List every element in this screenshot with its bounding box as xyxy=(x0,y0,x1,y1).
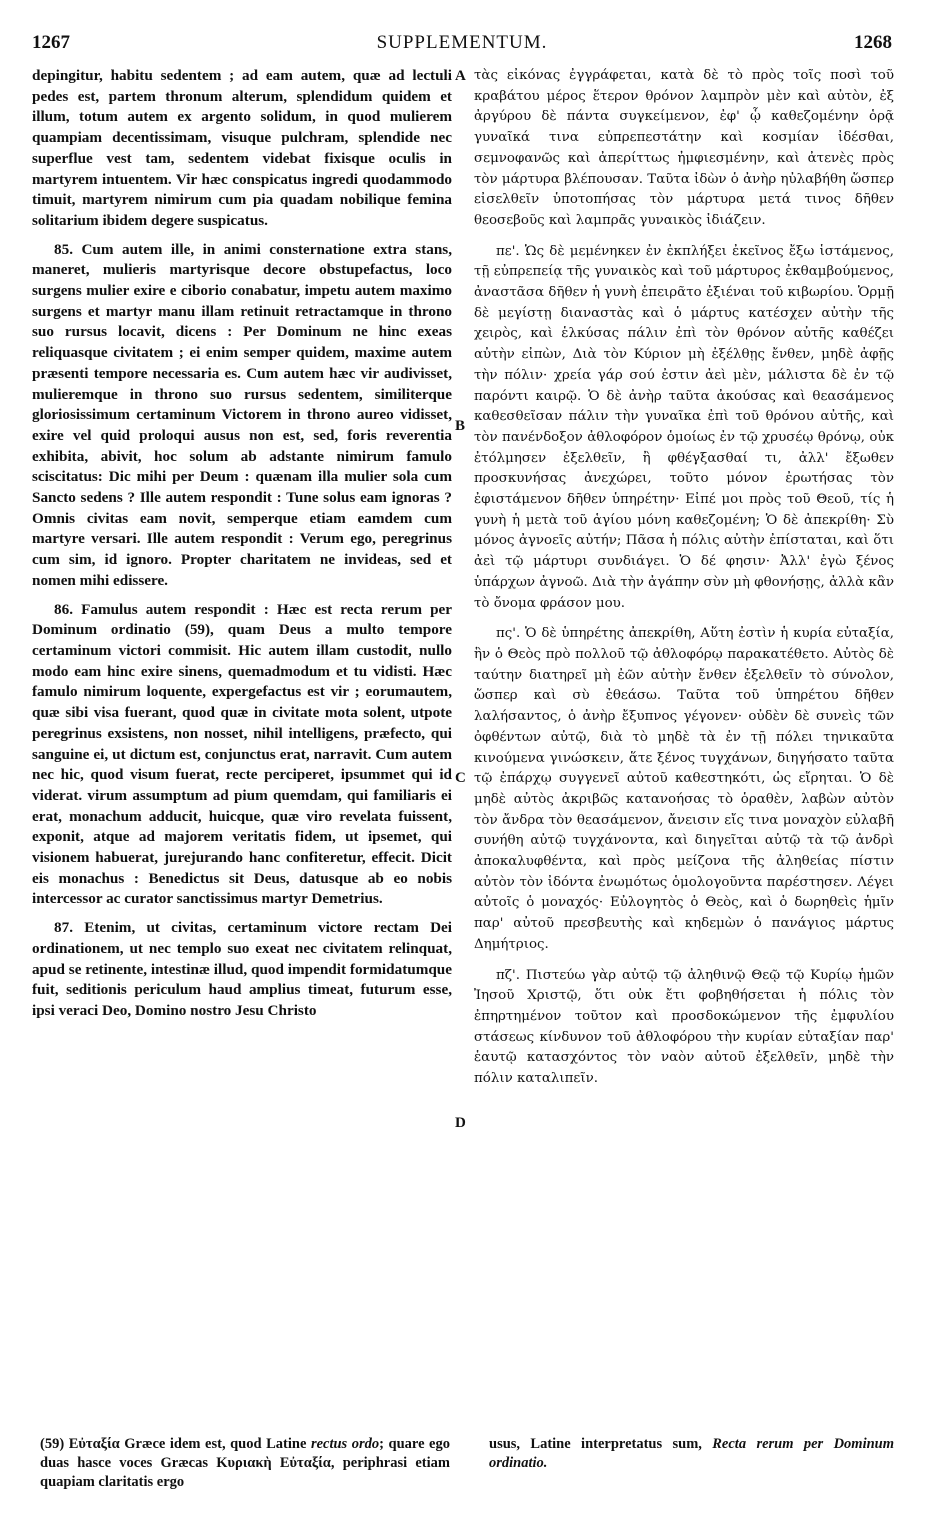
latin-column xyxy=(32,66,452,1030)
margin-marker-c: C xyxy=(455,770,466,786)
footnote-59-italic: rectus ordo xyxy=(310,1436,380,1452)
footnote-59-continued xyxy=(489,1435,894,1473)
footnote-59-text-c: ; quare ego duas hasce voces Græcas Κυριακὴ Εὐταξία, periphrasi etiam quapiam claritatis ergo xyxy=(40,1436,450,1490)
page-number-left: 1267 xyxy=(32,32,70,53)
greek-paragraph-continuation: τὰς εἰκόνας ἐγγράφεται, κατὰ δὲ τὸ πρὸς τοῖς ποσὶ τοῦ κραβάτου μέρος ἕτερον θρόνον λαμπρὸν μὲν καὶ αὐτὸν, ἐξ ἀργύρου δὲ πάντα συγκείμενον, ἐφ' ᾧ καθεζομένην ὁρᾷ γυναῖκά τινα εὐπρεπεστάτην καὶ κοσμίαν ἰδέσθαι, σεμνοφανῶς καὶ ἀπερίττως ἠμφιεσμένην, καὶ ἀτενὲς πρὸς τὸν μάρτυρα βλέπουσαν. Ταῦτα ἰδὼν ὁ ἀνὴρ ηὐλαβήθη ὥσπερ εἰσελθεῖν ὑποτοπήσας τὸν μάρτυρα μετά τινος δῆθεν θεοσεβοῦς καὶ λαμπρᾶς γυναικὸς ἰδιάζειν. xyxy=(474,68,894,228)
greek-column xyxy=(474,66,894,1100)
latin-paragraph-85: 85. Cum autem ille, in animi consternatione extra stans, maneret, mulieris martyrisque decore obstupefactus, loco surgens mulier exire e ciborio conabatur, impetu autem maximo surgens et martyr manu illam retinuit retractamque in throno suo rursus locavit, dicens : Per Dominum ne hinc exeas reliquasque civitatem ; ei enim semper quidem, maxime autem præsenti tempore necessaria es. Cum autem hæc vir audivisset, mulieremque in throno suo rursus sedentem, similiterque gloriosissimum certaminum Victorem in throno aureo vidisset, exire vel quid proloqui ausus non est, sed, foris reverentia exhibita, abivit, hoc solum ab adstante nimirum famulo sciscitatus: Dic mihi per Deum : quænam illa mulier sola cum Sancto sedens ? Ille autem respondit : Tune solus eam ignoras ? Omnis civitas eam novit, semperque etiam eamdem cum martyre versari. Ille autem respondit : Verum ego, peregrinus cum sim, id ignoro. Propter charitatem ne invideas, sed et nomen mihi edissere. xyxy=(32,240,452,589)
latin-paragraph-continuation: depingitur, habitu sedentem ; ad eam autem, quæ ad lectuli pedes est, partem thronum alterum, splendidum quidem et illum, totum autem ex argento solidum, in quod mulierem quampiam decentissimam, visuque pulchram, splendide nec superflue vest tam, sedentem videbat fixisque oculis in martyrem intuentem. Vir hæc conspicatus ingredi quodammodo timuit, martyrem nimirum cum pia quadam nobilique femina solitarium ibidem degere suspicatus. xyxy=(32,67,452,229)
greek-paragraph-87: πζ'. Πιστεύω γὰρ αὐτῷ τῷ ἀληθινῷ Θεῷ τῷ Κυρίῳ ἡμῶν Ἰησοῦ Χριστῷ, ὅτι οὐκ ἔτι φοβηθήσεται ἡ πόλις τὸν ἐπηρτημένον τοῦτον καὶ προσδοκώμενον τῆς ἐμφυλίου στάσεως κίνδυνον τοῦ ἀθλοφόρου τὴν κυρίαν εὐταξίαν παρ' ἑαυτῷ κατασχόντος τὸν ναὸν αὐτοῦ ἐξελθεῖν, μηδὲ τὴν πόλιν καταλιπεῖν. xyxy=(474,967,894,1087)
latin-paragraph-86: 86. Famulus autem respondit : Hæc est recta rerum per Dominum ordinatio (59), quam Deus a multo tempore certaminum victori commisit. Hic autem illam custodit, nullo modo eam hinc exire sinens, quemadmodum et tu vidisti. Hæc famulo nimirum loquente, expergefactus est vir ; eorumautem, quæ sibi visa fuerant, quod quæ in civitate mota solent, utpote peregrinus exsistens, non nosset, nihil intelligens, præfecto, qui sanguine ei, ut dictum est, conjunctus erat, narravit. Cum autem nec hic, quod visum fuerat, recte perciperet, ipsummet qui id viderat. virum assumptum ad pium quemdam, qui familiaris ei erat, monachum adducit, huicque, quæ viro revelata fuissent, exponit, atque ad majorem veritatis fidem, ut ipsemet, qui visionem habuerat, jurejurando hanc confiteretur, effecit. Dicit eis monachus : Benedictus sit Deus, datusque ab eo nobis intercessor ac curator sanctissimus martyr Demetrius. xyxy=(32,600,452,908)
page-number-right: 1268 xyxy=(854,32,892,53)
page-header xyxy=(32,32,892,54)
footnote-59-text-a: (59) Εὐταξία Græce idem est, quod Latine xyxy=(40,1436,311,1452)
footnote-59-cont-italic: Recta rerum per Dominum ordinatio. xyxy=(489,1436,895,1471)
running-title: SUPPLEMENTUM. xyxy=(376,32,548,53)
margin-marker-b: B xyxy=(455,418,466,434)
greek-paragraph-85: πε'. Ὡς δὲ μεμένηκεν ἐν ἐκπλήξει ἐκεῖνος ἔξω ἱστάμενος, τῇ εὐπρεπείᾳ τῆς γυναικὸς καὶ τοῦ μάρτυρος ἐκθαμβούμενος, ἀναστᾶσα δῆθεν ἡ γυνὴ ἐπειρᾶτο ἐξιέναι τοῦ κιβωρίου. Ὁρμῇ δὲ μεγίστῃ διαναστὰς καὶ ὁ μάρτυς κατέσχεν αὐτὴν τῆς χειρὸς, καὶ ἑλκύσας πάλιν ἐπὶ τὸν θρόνον αὐτῆς καθέζει αὐτὴν εἰπὼν, Διὰ τὸν Κύριον μὴ ἐξέλθῃς ἔνθεν, μηδὲ ἀφῇς τὴν πόλιν· χρεία γάρ σού ἐστιν ἀεὶ μὲν, μάλιστα δὲ ἐν τῷ παρόντι καιρῷ. Ὁ δὲ ἀνὴρ ταῦτα ἀκούσας καὶ θεασάμενος καθεσθεῖσαν πάλιν τὴν γυναῖκα ἐπὶ τοῦ θρόνου αὐτῆς, καὶ τὸν πανένδοξον ἀθλοφόρον ὁμοίως ἐν τῷ χρυσέῳ θρόνῳ, οὐκ ἐτόλμησεν ἐξελθεῖν, ἢ φθέγξασθαί τι, ἀλλ' ἔξωθεν προσκυνήσας ἀνεχώρει, τοῦτο μόνον ἐρωτήσας τὸν ἐφιστάμενον δῆθεν ὑπηρέτην· Εἰπέ μοι πρὸς τοῦ Θεοῦ, τίς ἡ γυνὴ ἡ μετὰ τοῦ ἁγίου μόνη καθεζομένη; Ὁ δὲ ἀπεκρίθη· Σὺ μόνος ἀγνοεῖς αὐτήν; Πᾶσα ἡ πόλις αὐτὴν ἐπίσταται, καὶ ὅτι ἀεὶ τῷ μάρτυρι συνδιάγει. Ὁ δέ φησιν· Ἀλλ' ἐγὼ ξένος ὑπάρχων ἀγνοῶ. Διὰ τὴν ἀγάπην σὺν μὴ φθονήσῃς, ἀλλὰ κἂν τὸ ὄνομα φράσον μου. xyxy=(474,243,894,611)
margin-marker-d: D xyxy=(455,1115,466,1131)
greek-paragraph-86: πς'. Ὁ δὲ ὑπηρέτης ἀπεκρίθη, Αὕτη ἐστὶν ἡ κυρία εὐταξία, ἣν ὁ Θεὸς πρὸ πολλοῦ τῷ ἀθλοφόρῳ παρακατέθετο. Αὐτὸς δὲ ταύτην διατηρεῖ μὴ ἐῶν αὐτὴν ἔνθεν ἐξελθεῖν τὸ σύνολον, ὥσπερ καὶ σὺ ἐθεάσω. Ταῦτα τοῦ ὑπηρέτου δῆθεν λαλήσαντος, ὁ ἀνὴρ ἔξυπνος γέγονεν· οὐδὲν δὲ συνεὶς τῶν ὀφθέντων αὐτῷ, διὰ τὸ μηδὲ τὰ ἐν τῇ πόλει τηνικαῦτα κινούμενα γινώσκειν, ἅτε ξένος τυγχάνων, διηγήσατο ταῦτα τῷ ἐπάρχῳ συγγενεῖ αὐτοῦ καθεστηκότι, ὡς εἴρηται. Ὁ δὲ μηδὲ αὐτὸς ἀκριβῶς κατανοήσας τὸ ὁραθὲν, λαβὼν αὐτὸν τὸν ἄνδρα τὸν θεασάμενον, ἄνεισιν εἴς τινα μοναχὸν εὐλαβῆ συνήθη αὐτῷ τυγχάνοντα, καὶ διηγεῖται αὐτῷ τὰ τῷ ἀνδρὶ ἀποκαλυφθέντα, καὶ πρὸς μείζονα τῆς ἀληθείας πίστιν αὐτὸν τὸν ἰδόντα ἐνωμότως ὁμολογοῦντα παρέστησεν. Λέγει αὐτοῖς ὁ μοναχός· Εὐλογητὸς ὁ Θεὸς, καὶ ὁ δωρηθεὶς ἡμῖν παρ' αὐτοῦ πρεσβευτὴς καὶ κηδεμὼν ὁ πανάγιος μάρτυς Δημήτριος. xyxy=(474,626,894,952)
footnote-59 xyxy=(40,1435,450,1492)
latin-paragraph-87: 87. Etenim, ut civitas, certaminum victore rectam Dei ordinationem, ut nec templo suo exeat nec civitatem relinquat, apud se retinente, intestinæ illud, quod impendit formidatumque fuit, seditionis periculum haud amplius timeat, futurum esse, ipsi veraci Deo, Domino nostro Jesu Christo xyxy=(32,919,452,1019)
footnote-59-cont-text: usus, Latine interpretatus sum, xyxy=(489,1436,713,1452)
margin-marker-a: A xyxy=(455,68,466,84)
